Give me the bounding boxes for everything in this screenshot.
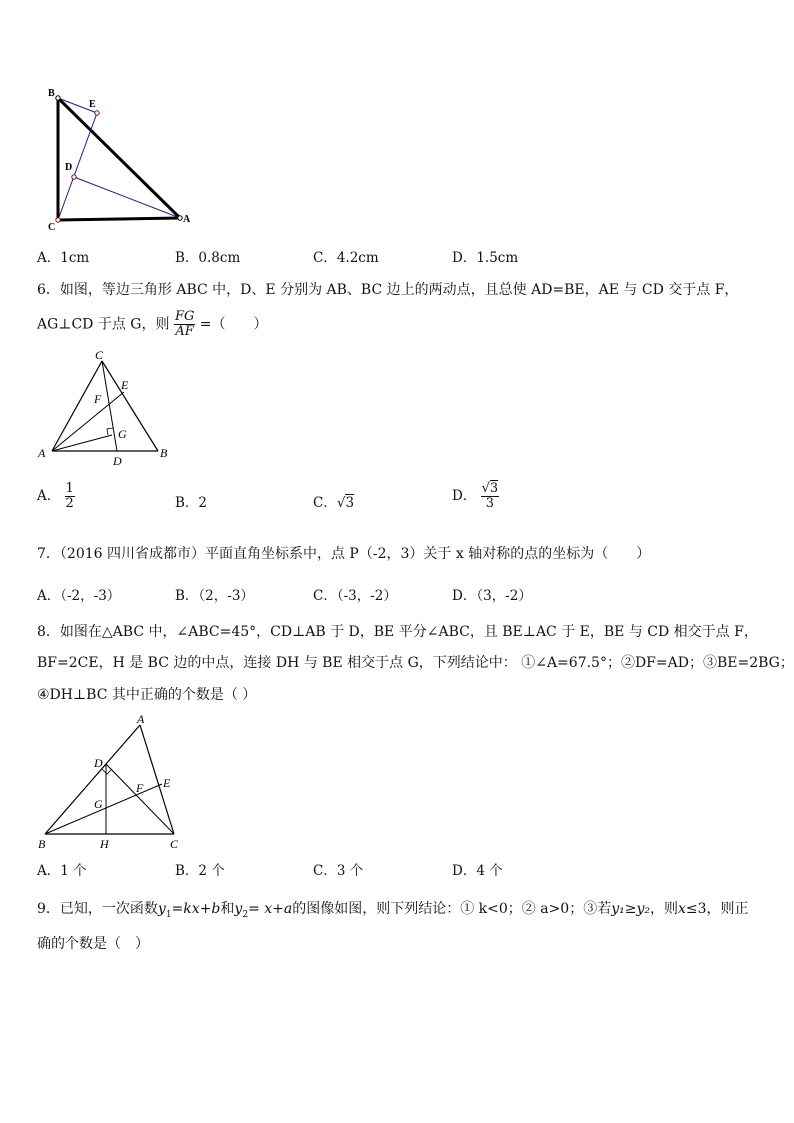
q6-label-e: E [121, 378, 129, 392]
q8-label-a: A [137, 712, 145, 726]
q8-label-h: H [100, 837, 109, 851]
q9-question-line2: 确的个数是（ ） [37, 936, 149, 952]
q8-option-a: A．1 个 [37, 863, 87, 879]
q6-option-b: B．2 [175, 495, 208, 511]
q5-option-d: D．1.5cm [452, 250, 519, 266]
sqrt-symbol: √ [481, 481, 490, 496]
q7-question: 7．（2016 四川省成都市）平面直角坐标系中，点 P（-2，3）关于 x 轴对称的点的坐标为（ ） [37, 546, 651, 562]
q8-label-f: F [136, 781, 144, 795]
q5-option-a: A．1cm [37, 250, 90, 266]
q5-label-a: A [183, 214, 191, 225]
sqrt-symbol: √ [336, 495, 346, 511]
q6-line2-prefix: AG⊥CD 于点 G，则 [37, 316, 170, 333]
q6-option-a-fraction: $\frac{1}{2}$ [65, 481, 74, 511]
q6-line2-suffix: =（ ） [199, 316, 268, 333]
q5-label-d: D [65, 162, 73, 173]
q8-option-d: D．4 个 [452, 863, 503, 879]
q8-label-c: C [170, 837, 179, 851]
q8-label-b: B [38, 837, 46, 851]
q9-question-line1: 9．已知，一次函数$y_1=kx+b$和$y_2= x+a$的图像如图，则下列结论：① k<0；② a>0；③若y₁≥y₂，则x≤3，则正 [37, 901, 749, 920]
q5-label-b: B [48, 88, 55, 99]
q8-question-line3: ④DH⊥BC 其中正确的个数是（ ） [37, 687, 257, 703]
q8-triangle-figure [34, 712, 194, 852]
q6-question-line2 [37, 310, 268, 339]
q6-fraction [174, 310, 195, 339]
q5-label-c: C [48, 222, 56, 233]
q7-option-a: A．（-2，-3） [37, 588, 121, 604]
q8-question-line1: 8．如图在△ABC 中，∠ABC=45°，CD⊥AB 于 D，BE 平分∠ABC，且 BE⊥AC 于 E，BE 与 CD 相交于点 F， [37, 624, 758, 640]
q6-label-b: B [160, 446, 168, 460]
q5-option-b: B．0.8cm [175, 250, 241, 266]
q7-option-c: C．（-3，-2） [313, 588, 397, 604]
q6-label-g: G [118, 427, 127, 441]
q6-label-c: C [95, 348, 104, 362]
q8-option-b: B．2 个 [175, 863, 225, 879]
q6-label-d: D [113, 454, 122, 468]
q6-question-line1: 6．如图，等边三角形 ABC 中，D、E 分别为 AB、BC 边上的两动点，且总使 AD=BE，AE 与 CD 交于点 F， [37, 282, 739, 298]
q5-option-c: C．4.2cm [313, 250, 379, 266]
q8-label-d: D [94, 756, 103, 770]
q8-label-g: G [94, 797, 103, 811]
q6-option-d: D． $\frac{√3}{3}$ [452, 481, 499, 511]
q5-triangle-figure [40, 80, 200, 240]
q6-option-a: A． $\frac{1}{2}$ [37, 481, 74, 511]
q8-option-c: C．3 个 [313, 863, 364, 879]
q6-label-a: A [38, 446, 46, 460]
q5-label-e: E [89, 99, 96, 110]
q8-label-e: E [163, 776, 171, 790]
q7-option-d: D．（3，-2） [452, 588, 532, 604]
q6-fraction-denominator: AF [175, 324, 194, 339]
q6-label-f: F [94, 392, 102, 406]
q7-option-b: B．（2，-3） [175, 588, 254, 604]
q6-triangle-figure [34, 345, 179, 470]
q8-question-line2: BF=2CE，H 是 BC 边的中点，连接 DH 与 BE 相交于点 G，下列结论中： ①∠A=67.5°；②DF=AD；③BE=2BG； [37, 655, 794, 671]
q6-fraction-numerator: FG [174, 309, 195, 324]
q6-option-c: C．√3 [313, 495, 355, 511]
q6-option-d-fraction: $\frac{√3}{3}$ [481, 481, 499, 511]
